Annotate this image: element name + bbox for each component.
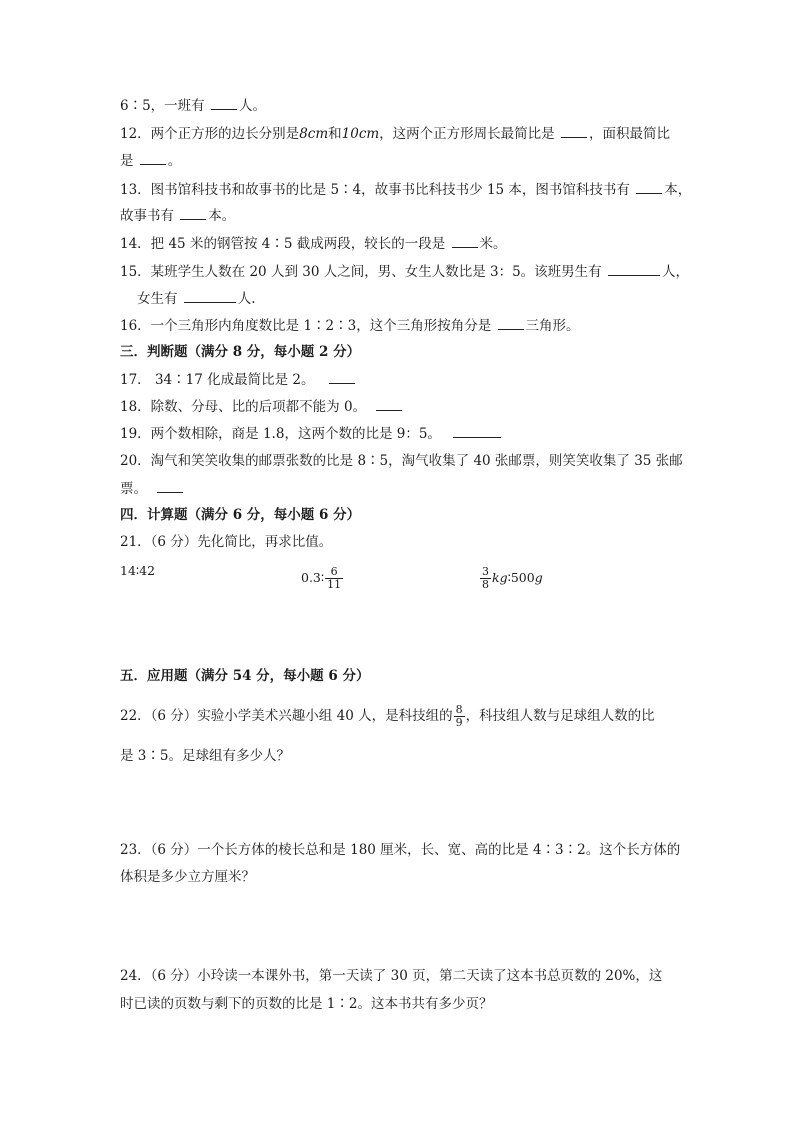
question-15: 15．某班学生人数在 20 人到 30 人之间，男、女生人数比是 3：5。该班男生有 人， <box>120 264 689 280</box>
calc-item-2: 0.3∶ $\frac{6}{11}$ <box>301 565 342 591</box>
fraction: $\frac{8}{9}$ <box>455 703 463 729</box>
question-13: 13．图书馆科技书和故事书的比是 5∶4，故事书比科技书少 15 本，图书馆科技书有 本， <box>120 182 692 198</box>
answer-blank <box>498 316 524 330</box>
question-23: 23．（6 分）一个长方体的棱长总和是 180 厘米，长、宽、高的比是 4∶3∶2。这个长方体的 <box>120 842 681 858</box>
answer-blank <box>452 234 478 248</box>
answer-blank <box>184 289 236 303</box>
question-23-cont: 体积是多少立方厘米？ <box>120 869 255 885</box>
answer-blank <box>376 397 402 411</box>
question-22-cont: 是 3∶5。足球组有多少人？ <box>120 748 290 764</box>
answer-blank <box>608 262 660 276</box>
question-22: 22．（6 分）实验小学美术兴趣小组 40 人，是科技组的 $\frac{8}{9}$ ，科技组人数与足球组人数的比 <box>120 703 655 729</box>
question-20: 20．淘气和笑笑收集的邮票张数的比是 8∶5，淘气收集了 40 张邮票，则笑笑收集了 35 张邮 <box>120 453 683 469</box>
section-3-heading: 三．判断题（满分 8 分，每小题 2 分） <box>120 344 361 360</box>
question-15-cont: 女生有 人. <box>137 291 256 307</box>
answer-blank <box>329 370 355 384</box>
calc-item-3: $\frac{3}{8}$ kg∶500g <box>482 565 543 591</box>
answer-blank <box>211 96 237 110</box>
question-19: 19．两个数相除，商是 1.8，这两个数的比是 9：5。 <box>120 424 503 443</box>
answer-blank <box>636 180 662 194</box>
answer-blank <box>561 124 587 138</box>
answer-blank <box>180 206 206 220</box>
question-21: 21．（6 分）先化简比，再求比值。 <box>120 534 333 550</box>
question-13-cont: 故事书有 本。 <box>120 208 236 224</box>
question-14: 14．把 45 米的钢管按 4∶5 截成两段，较长的一段是 米。 <box>120 236 507 252</box>
question-12: 12．两个正方形的边长分别是8cm和10cm，这两个正方形周长最简比是 ，面积最简比 <box>120 126 670 142</box>
question-24: 24．（6 分）小玲读一本课外书，第一天读了 30 页，第二天读了这本书总页数的 20%，这 <box>120 968 663 984</box>
question-17: 17． 34∶17 化成最简比是 2。 <box>120 370 357 389</box>
section-5-heading: 五．应用题（满分 54 分，每小题 6 分） <box>120 668 370 684</box>
answer-blank <box>157 479 183 493</box>
q11-continuation: 6∶5，一班有 人。 <box>120 98 266 114</box>
calc-item-1: 14∶42 <box>120 563 156 578</box>
fraction: $\frac{3}{8}$ <box>482 565 489 591</box>
question-16: 16．一个三角形内角度数比是 1∶2∶3，这个三角形按角分是 三角形。 <box>120 318 580 334</box>
question-18: 18．除数、分母、比的后项都不能为 0。 <box>120 397 404 416</box>
section-4-heading: 四．计算题（满分 6 分，每小题 6 分） <box>120 507 361 523</box>
fraction: $\frac{6}{11}$ <box>327 565 342 591</box>
answer-blank <box>453 424 501 438</box>
question-20-cont: 票。 <box>120 479 185 498</box>
question-24-cont: 时已读的页数与剩下的页数的比是 1∶2。这本书共有多少页？ <box>120 996 493 1012</box>
answer-blank <box>140 151 166 165</box>
question-12-cont: 是 。 <box>120 153 182 169</box>
